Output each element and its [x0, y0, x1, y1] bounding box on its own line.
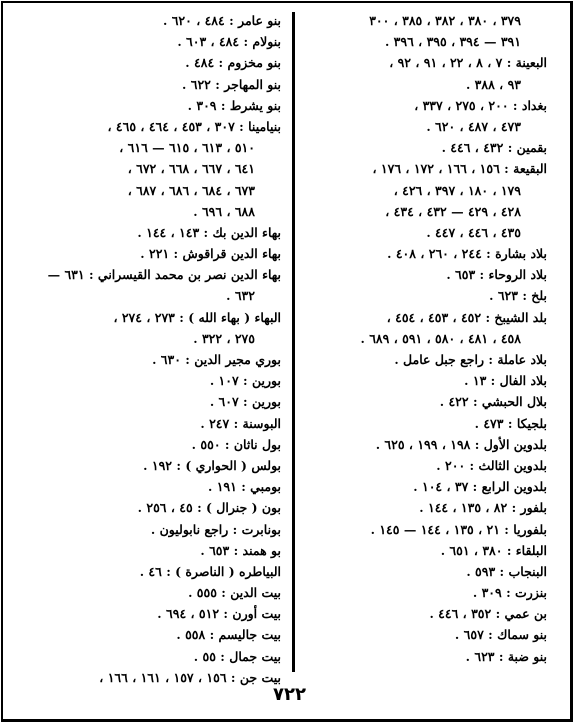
index-entry-line: بونابرت : راجع نابوليون . [150, 521, 281, 537]
index-entry-line: بولس ( الحواري ) : ١٩٢ . [143, 457, 281, 473]
index-entry-line: ٦٤١ ، ٦٦٧ ، ٦٦٨ ، ٦٧٢ ، [127, 161, 255, 177]
index-entry-line: بلفور : ٨٢ ، ١٣٥ ، ١٤٤ . [419, 500, 547, 516]
index-entry-line: بو همند : ٦٥٣ . [200, 542, 281, 558]
index-entry-line: بيت الدين : ٥٥٥ . [188, 585, 281, 601]
index-entry-line: البياطره ( الناصرة ) : ٤٦ . [139, 563, 281, 579]
index-entry-line: بهاء الدين نصر بن محمد القيسراني : ٦٣١ — [47, 267, 281, 283]
index-entry-line: ٦٨٨ ، ٦٩٦ . [193, 203, 255, 219]
index-entry-line: بغداد : ٢٠٠ ، ٢٧٥ ، ٣٣٧ ، [414, 97, 547, 113]
index-entry-line: بول ناثان : ٥٥٠ . [191, 436, 281, 452]
index-entry-line: البوسنة : ٢٤٧ . [200, 415, 281, 431]
index-entry-line: بلجيكا : ٤٧٣ . [474, 415, 547, 431]
index-entry-line: بن عمي : ٣٥٢ ، ٤٤٦ . [429, 606, 547, 622]
index-entry-line: بلاد عاملة : راجع جبل عامل . [394, 352, 547, 367]
index-entry-line: ١٧٩ ، ١٨٠ ، ٣٩٧ ، ٤٢٦ ، [393, 182, 521, 198]
index-entry-line: ٥١٠ ، ٦١٣ ، ٦١٥ — ٦١٦ ، [119, 140, 255, 156]
index-entry-line: بنو سماك : ٦٥٧ . [454, 627, 547, 643]
index-entry-line: بلفوريا : ٢١ ، ١٣٥ ، ١٤٤ — ١٤٥ . [370, 521, 547, 537]
index-entry-line: بقمين : ٤٣٢ ، ٤٤٦ . [441, 140, 547, 156]
index-entry-line: بيت جاليسم : ٥٥٨ . [176, 627, 281, 643]
index-entry-line: بورين : ٦٠٧ . [209, 394, 281, 410]
index-entry-line: بلدوين الرابع : ٣٧ ، ١٠٤ . [413, 479, 547, 495]
index-entry-line: ٢٧٥ ، ٣٢٢ . [193, 330, 255, 346]
right-column [289, 10, 547, 667]
index-entry-line: ٤٣٥ ، ٤٤٦ ، ٤٤٧ . [426, 224, 521, 240]
index-entry-line: ٩٣ ، ٣٨٨ . [465, 76, 521, 92]
index-entry-line: ٦٧٣ ، ٦٨٤ ، ٦٨٦ ، ٦٨٧ ، [127, 182, 255, 198]
index-entry-line: بنو مخزوم : ٤٨٤ . [185, 55, 281, 71]
index-entry-line: بلد الشيبخ : ٤٥٢ ، ٤٥٣ ، ٤٥٤ ، [386, 309, 547, 325]
index-entry-line: بهاء الدين بك : ١٤٣ ، ١٤٤ . [137, 224, 281, 240]
index-entry-line: بنو المهاجر : ٦٢٢ . [182, 76, 281, 92]
index-entry-line: بلدوين الثالث : ٢٠٠ . [436, 457, 547, 473]
index-entry-line: بيت جمال : ٥٥ . [193, 648, 281, 664]
index-entry-line: بلاد الفال : ١٣ . [464, 373, 547, 389]
index-entry-line: ٣٩١ — ٣٩٤ ، ٣٩٥ ، ٣٩٦ . [384, 34, 521, 50]
index-entry-line: بلخ : ٦٢٣ . [489, 288, 547, 304]
index-entry-line: بنو ضبة : ٦٢٣ . [465, 648, 547, 664]
column-divider [292, 12, 295, 672]
index-entry-line: بلاد بشارة : ٢٤٤ ، ٢٦٠ ، ٤٠٨ . [387, 246, 547, 262]
index-entry-line: بنيامينا : ٣٠٧ ، ٤٥٣ ، ٤٦٤ ، ٤٦٥ ، [107, 118, 281, 134]
index-entry-line: بنو عامر : ٤٨٤ ، ٦٢٠ . [162, 13, 281, 28]
index-entry-line: ٣٧٩ ، ٣٨٠ ، ٣٨٢ ، ٣٨٥ ، ٣٠٠ [369, 13, 521, 28]
index-entry-line: بورين : ١٠٧ . [209, 373, 281, 389]
index-entry-line: ٤٥٨ ، ٤٨١ ، ٥٨٠ ، ٥٩١ ، ٦٨٩ . [360, 330, 521, 346]
index-entry-line: بوري مجير الدين : ٦٣٠ . [152, 352, 281, 367]
index-entry-line: بنولام : ٤٨٤ ، ٦٠٣ . [177, 34, 281, 50]
index-entry-line: بنو يشرط : ٣٠٩ . [187, 97, 281, 113]
index-entry-line: البعينة : ٧ ، ٨ ، ٢٢ ، ٩١ ، ٩٢ ، [389, 55, 547, 71]
index-entry-line: ٦٣٢ . [226, 288, 255, 304]
index-entry-line: بلال الحبشي : ٤٢٢ . [439, 394, 547, 410]
index-entry-line: بومبي : ١٩١ . [207, 479, 281, 495]
index-entry-line: بون ( جنرال ) : ٤٥ ، ٢٥٦ . [137, 500, 281, 516]
index-entry-line: بلدوين الأول : ١٩٨ ، ١٩٩ ، ٦٢٥ . [375, 436, 547, 452]
index-entry-line: بلاد الروحاء : ٦٥٣ . [446, 267, 547, 283]
index-entry-line: بيت جن : ١٥٦ ، ١٥٧ ، ١٦١ ، ١٦٦ ، [99, 669, 281, 685]
page-number: ٧٢٢ [273, 684, 306, 705]
index-entry-line: بيت أورن : ٥١٢ ، ٦٩٤ . [157, 606, 281, 622]
index-entry-line: بنزرت : ٣٠٩ . [472, 585, 547, 601]
index-entry-line: بهاء الدين قراقوش : ٢٢١ . [140, 246, 281, 262]
index-entry-line: ٤٢٨ ، ٤٢٩ — ٤٣٢ ، ٤٣٤ ، [385, 203, 521, 219]
left-column [23, 10, 281, 688]
index-entry-line: البلقاء : ٣٨٠ ، ٦٥١ . [440, 542, 547, 558]
index-entry-line: البقيعة : ١٥٦ ، ١٦٦ ، ١٧٢ ، ١٧٦ ، [372, 161, 547, 177]
index-entry-line: البنجاب : ٥٩٣ . [466, 563, 547, 579]
index-entry-line: البهاء ( بهاء الله ) : ٢٧٣ ، ٢٧٤ ، [113, 309, 281, 325]
index-entry-line: ٤٧٣ ، ٤٨٧ ، ٦٢٠ . [426, 118, 521, 134]
